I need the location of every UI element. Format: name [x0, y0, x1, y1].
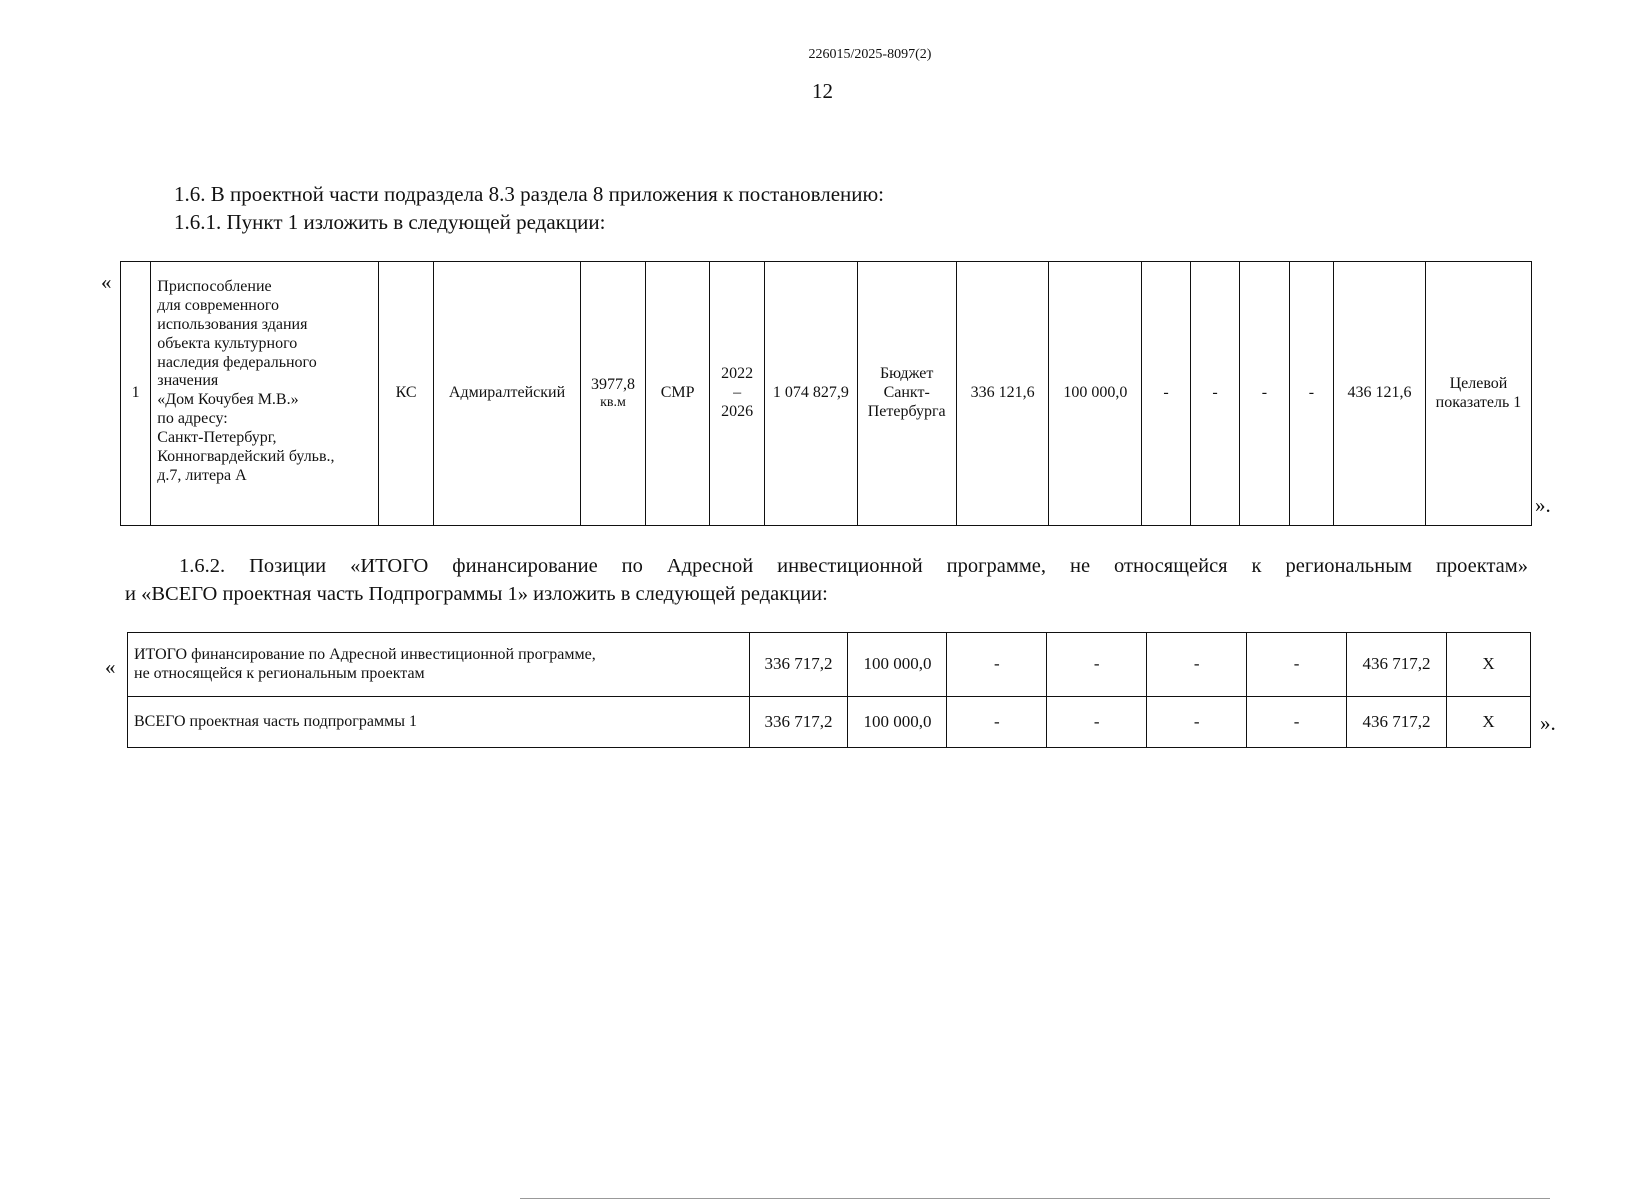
table-totals [127, 632, 1531, 748]
period-dash: – [733, 384, 742, 402]
paragraph-1-6-2 [125, 552, 1528, 608]
object-name-line: использования здания [157, 315, 308, 333]
object-name-line: д.7, литера А [157, 466, 247, 484]
table1-open-quote: « [101, 270, 112, 294]
funding-source-cell [857, 262, 956, 526]
totals-funding-year3: - [1047, 633, 1147, 697]
funding-year3-cell: - [1190, 262, 1239, 526]
bottom-rule [520, 1198, 1550, 1199]
totals-funding-year5: - [1247, 633, 1347, 697]
funding-year2-cell: - [1142, 262, 1190, 526]
object-name-line: объекта культурного [157, 334, 298, 352]
object-name-line: по адресу: [157, 410, 228, 428]
district-cell: Адмиралтейский [433, 262, 580, 526]
grand-total-funding-year4: - [1147, 697, 1247, 748]
capacity-cell [581, 262, 646, 526]
period-cell [710, 262, 765, 526]
total-cell: 436 121,6 [1334, 262, 1426, 526]
customer-cell: КС [379, 262, 434, 526]
period-start: 2022 [721, 365, 754, 383]
totals-label [128, 633, 750, 697]
indicator-line: Целевой [1449, 374, 1508, 392]
capacity-unit: кв.м [600, 394, 626, 410]
document-id: 226015/2025-8097(2) [808, 47, 932, 62]
paragraph-1-6-2-line2: и «ВСЕГО проектная часть Подпрограммы 1» изложить в следующей редакции: [125, 583, 828, 605]
object-name-line: Приспособление [157, 278, 272, 295]
indicator-cell [1425, 262, 1531, 526]
funding-prior-cell: 336 121,6 [956, 262, 1049, 526]
object-name-line: для современного [157, 296, 280, 314]
table-row [121, 262, 1532, 526]
period-end: 2026 [721, 402, 754, 420]
estimated-cost-cell: 1 074 827,9 [764, 262, 857, 526]
grand-total-funding-year5: - [1247, 697, 1347, 748]
object-name-line: Конногвардейский бульв., [157, 447, 335, 465]
totals-label-line: ИТОГО финансирование по Адресной инвестиционной программе, [134, 645, 596, 663]
table-row [128, 633, 1531, 697]
totals-indicator: Х [1446, 633, 1530, 697]
object-name-line: наследия федерального [157, 353, 317, 371]
totals-funding-year2: - [947, 633, 1047, 697]
object-name-line: Санкт-Петербург, [157, 429, 277, 446]
funding-source-line: Санкт- [883, 384, 930, 402]
totals-label-line: не относящейся к региональным проектам [134, 664, 425, 682]
table2-close-quote: ». [1540, 711, 1556, 735]
work-type-cell: СМР [645, 262, 710, 526]
table2-open-quote: « [105, 655, 116, 679]
funding-source-line: Бюджет [879, 365, 934, 383]
object-name-line: значения [157, 372, 219, 390]
table-row [128, 697, 1531, 748]
funding-source-line: Петербурга [867, 402, 946, 420]
object-name [151, 262, 379, 526]
paragraph-1-6-2-line1: 1.6.2. Позиции «ИТОГО финансирование по Адресной инвестиционной программе, не относящейся к региональным проектам» [179, 555, 1528, 577]
grand-total-funding-year3: - [1047, 697, 1147, 748]
object-name-line: «Дом Кочубея М.В.» [157, 391, 299, 409]
paragraph-1-6-1: 1.6.1. Пункт 1 изложить в следующей редакции: [174, 210, 606, 234]
totals-total: 436 717,2 [1347, 633, 1447, 697]
grand-total-funding-prior: 336 717,2 [749, 697, 848, 748]
capacity-value: 3977,8 [591, 375, 635, 393]
table1-close-quote: ». [1535, 493, 1551, 517]
grand-total-funding-year1: 100 000,0 [848, 697, 947, 748]
paragraph-1-6: 1.6. В проектной части подраздела 8.3 раздела 8 приложения к постановлению: [174, 182, 885, 206]
grand-total-label [128, 697, 750, 748]
funding-year5-cell: - [1289, 262, 1333, 526]
grand-total-label-line: ВСЕГО проектная часть подпрограммы 1 [134, 712, 417, 730]
totals-funding-year1: 100 000,0 [848, 633, 947, 697]
grand-total-indicator: Х [1446, 697, 1530, 748]
totals-funding-year4: - [1147, 633, 1247, 697]
page-number: 12 [812, 79, 833, 103]
totals-funding-prior: 336 717,2 [749, 633, 848, 697]
funding-year4-cell: - [1240, 262, 1289, 526]
grand-total-total: 436 717,2 [1347, 697, 1447, 748]
table-item-1 [120, 261, 1532, 526]
indicator-line: показатель 1 [1435, 393, 1522, 411]
funding-year1-cell: 100 000,0 [1049, 262, 1142, 526]
grand-total-funding-year2: - [947, 697, 1047, 748]
row-number: 1 [121, 262, 151, 526]
